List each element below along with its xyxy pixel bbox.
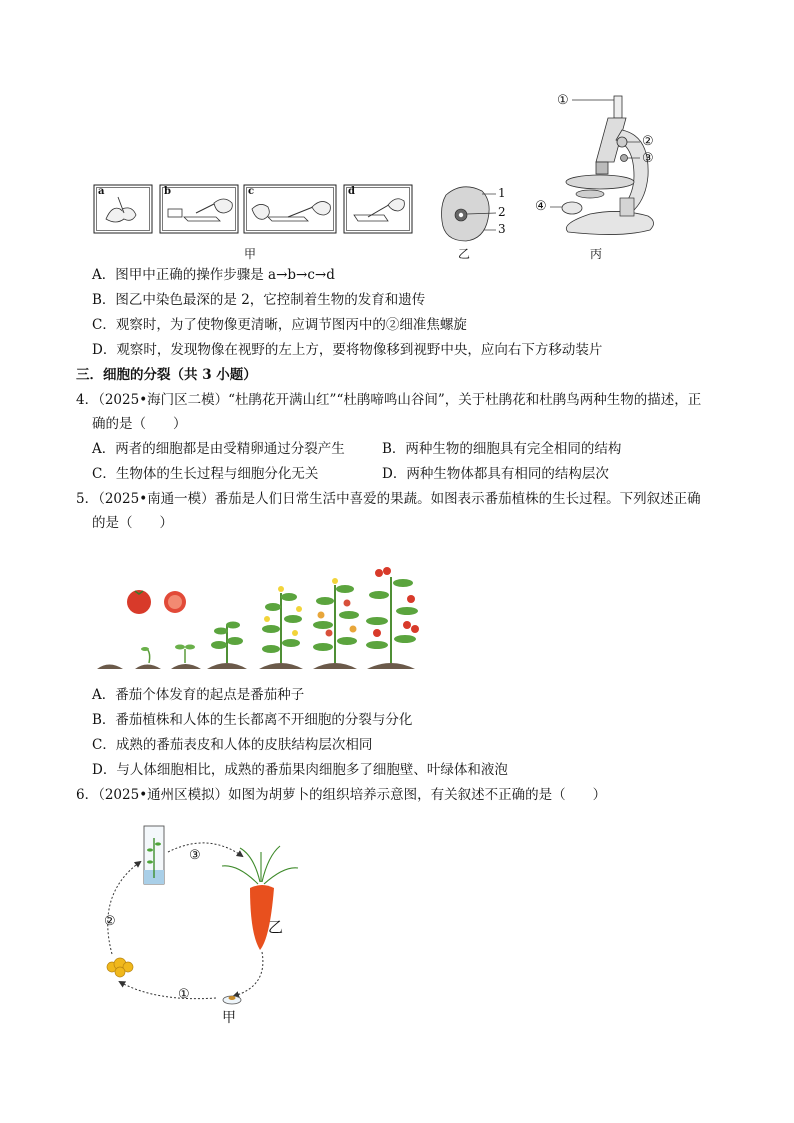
section-title: 三．细胞的分裂（共 3 小题） <box>76 367 257 383</box>
q6-step-3: ③ <box>189 848 201 863</box>
figure-bing-caption: 丙 <box>590 247 603 261</box>
yi-label-3: 3 <box>498 222 506 236</box>
bing-label-3: ③ <box>642 151 654 166</box>
q6-stem: 6．（2025•通州区模拟）如图为胡萝卜的组织培养示意图，有关叙述不正确的是（ ） <box>76 787 607 803</box>
yi-label-1: 1 <box>498 186 506 200</box>
q6-step-2: ② <box>104 914 116 929</box>
bing-label-1: ① <box>557 93 569 108</box>
figure-yi-caption: 乙 <box>458 247 471 261</box>
figure-yi <box>432 183 512 263</box>
q3-option-b: B．图乙中染色最深的是 2，它控制着生物的发育和遗传 <box>92 292 426 308</box>
q4-option-a: A．两者的细胞都是由受精卵通过分裂产生 <box>92 441 345 457</box>
q6-label-jia: 甲 <box>222 1010 236 1026</box>
q5-option-c: C．成熟的番茄表皮和人体的皮肤结构层次相同 <box>92 737 373 753</box>
panel-label-d: d <box>348 186 355 197</box>
panel-label-b: b <box>164 186 171 197</box>
bing-label-2: ② <box>642 134 654 149</box>
panel-label-a: a <box>98 186 105 197</box>
q3-option-d: D．观察时，发现物像在视野的左上方，要将物像移到视野中央，应向右下方移动装片 <box>92 342 603 358</box>
q4-option-d: D．两种生物体都具有相同的结构层次 <box>382 466 609 482</box>
q4-option-b: B．两种生物的细胞具有完全相同的结构 <box>382 441 622 457</box>
q3-option-a: A．图甲中正确的操作步骤是 a→b→c→d <box>92 267 335 283</box>
carrot-tissue-culture-figure <box>98 822 318 1032</box>
q4-option-c: C．生物体的生长过程与细胞分化无关 <box>92 466 319 482</box>
q5-stem-line1: 5．（2025•南通一模）番茄是人们日常生活中喜爱的果蔬。如图表示番茄植株的生长过程。下列叙述正确 <box>76 491 701 507</box>
q5-option-a: A．番茄个体发育的起点是番茄种子 <box>92 687 305 703</box>
q6-step-1: ① <box>178 987 190 1002</box>
figure-jia-caption: 甲 <box>244 247 257 261</box>
q3-option-c: C．观察时，为了使物像更清晰，应调节图丙中的②细准焦螺旋 <box>92 317 467 333</box>
q5-option-d: D．与人体细胞相比，成熟的番茄果肉细胞多了细胞壁、叶绿体和液泡 <box>92 762 508 778</box>
q5-stem-line2: 的是（ ） <box>92 515 173 531</box>
panel-label-c: c <box>248 186 255 197</box>
yi-label-2: 2 <box>498 205 506 219</box>
q4-stem-line1: 4．（2025•海门区二模）“杜鹃花开满山红”“杜鹃啼鸣山谷间”，关于杜鹃花和杜鹃鸟两种生物的描述，正 <box>76 392 702 408</box>
q4-stem-line2: 确的是（ ） <box>92 416 187 432</box>
tomato-growth-figure <box>95 545 435 673</box>
bing-label-4: ④ <box>535 199 547 214</box>
figure-jia <box>92 183 417 263</box>
q5-option-b: B．番茄植株和人体的生长都离不开细胞的分裂与分化 <box>92 712 413 728</box>
figure-bing <box>530 90 670 265</box>
q6-label-yi: 乙 <box>268 918 284 936</box>
